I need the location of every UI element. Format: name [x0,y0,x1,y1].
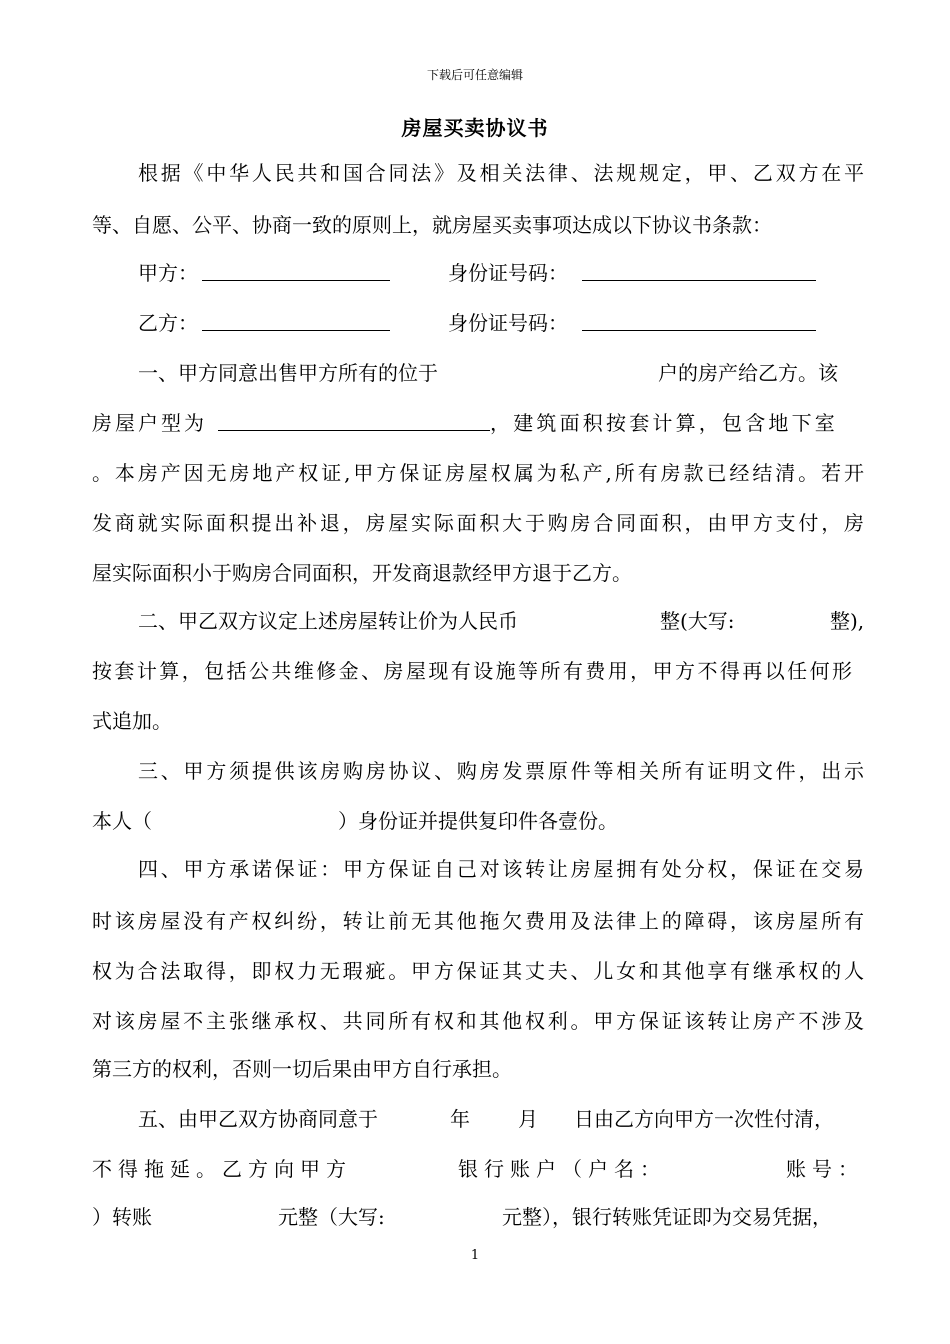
clause3-text-a: 本人（ [92,809,152,833]
clause5-year: 年 [450,1107,470,1131]
clause2-line-2: 按套计算，包括公共维修金、房屋现有设施等所有费用，甲方不得再以任何形 [92,659,852,683]
page-number: 1 [470,1248,480,1263]
clause4-line-4: 对该房屋不主张继承权、共同所有权和其他权利。甲方保证该转让房产不涉及 [92,1009,864,1033]
house-type-field[interactable] [218,408,490,431]
intro-line-1: 根据《中华人民共和国合同法》及相关法律、法规规定，甲、乙双方在平 [138,161,864,185]
clause5-text-e: 不得拖延。乙方向甲方 [92,1157,352,1181]
party-a-id-label: 身份证号码： [448,261,568,285]
clause5-text-f: 银行账户（户名： [458,1157,666,1181]
clause5-text-d: 日由乙方向甲方一次性付清， [574,1107,834,1131]
party-b-field[interactable] [202,308,390,331]
clause1-line-1 [92,358,864,388]
clause5-text-h: ）转账 [92,1205,152,1229]
clause5-text-a: 五、由甲乙双方协商同意于 [138,1107,378,1131]
clause5-line-3 [92,1202,864,1232]
document-title: 房屋买卖协议书 [401,116,549,140]
clause1-line-2 [92,408,864,438]
clause2-text-b: 整(大写: [660,609,735,633]
clause5-line-2 [92,1154,864,1184]
page-header: 下载后可任意编辑 [426,68,523,82]
clause5-text-j: 元整），银行转账凭证即为交易凭据， [502,1205,832,1229]
party-b-id-field[interactable] [582,308,816,331]
clause3-line-2 [92,806,864,836]
clause1-house-type-label: 房屋户型为 [92,411,207,435]
clause2-line-3: 式追加。 [92,709,172,733]
party-a-id-field[interactable] [582,258,816,281]
clause1-line-3: 。本房产因无房地产权证,甲方保证房屋权属为私产,所有房款已经结清。若开 [92,461,864,485]
clause3-line-1: 三、甲方须提供该房购房协议、购房发票原件等相关所有证明文件，出示 [138,759,864,783]
clause4-line-2: 时该房屋没有产权纠纷，转让前无其他拖欠费用及法律上的障碍，该房屋所有 [92,909,864,933]
party-a-label: 甲方： [138,261,198,285]
clause1-text-a: 一、甲方同意出售甲方所有的位于 [138,361,438,385]
party-a-row [92,258,864,288]
clause2-line-1 [92,606,864,636]
clause5-month: 月 [518,1107,538,1131]
intro-line-2: 等、自愿、公平、协商一致的原则上，就房屋买卖事项达成以下协议书条款： [92,213,772,237]
clause4-line-5: 第三方的权利，否则一切后果由甲方自行承担。 [92,1057,512,1081]
clause5-text-g: 账号： [786,1157,864,1181]
clause1-area-text: ，建筑面积按套计算，包含地下室 [490,411,838,435]
clause1-line-4: 发商就实际面积提出补退，房屋实际面积大于购房合同面积，由甲方支付，房 [92,511,864,535]
clause1-text-b: 户的房产给乙方。该 [658,361,838,385]
clause5-line-1 [92,1104,864,1134]
clause1-line-5: 屋实际面积小于购房合同面积，开发商退款经甲方退于乙方。 [92,561,632,585]
clause5-text-i: 元整（大写: [278,1205,385,1229]
clause2-text-a: 二、甲乙双方议定上述房屋转让价为人民币 [138,609,518,633]
clause3-text-b: ）身份证并提供复印件各壹份。 [338,809,618,833]
clause4-line-1: 四、甲方承诺保证：甲方保证自己对该转让房屋拥有处分权，保证在交易 [138,857,864,881]
clause2-text-c: 整), [830,609,865,633]
party-a-field[interactable] [202,258,390,281]
party-b-row [92,308,864,338]
party-b-label: 乙方： [138,311,198,335]
party-b-id-label: 身份证号码： [448,311,568,335]
clause4-line-3: 权为合法取得，即权力无瑕疵。甲方保证其丈夫、儿女和其他享有继承权的人 [92,959,864,983]
